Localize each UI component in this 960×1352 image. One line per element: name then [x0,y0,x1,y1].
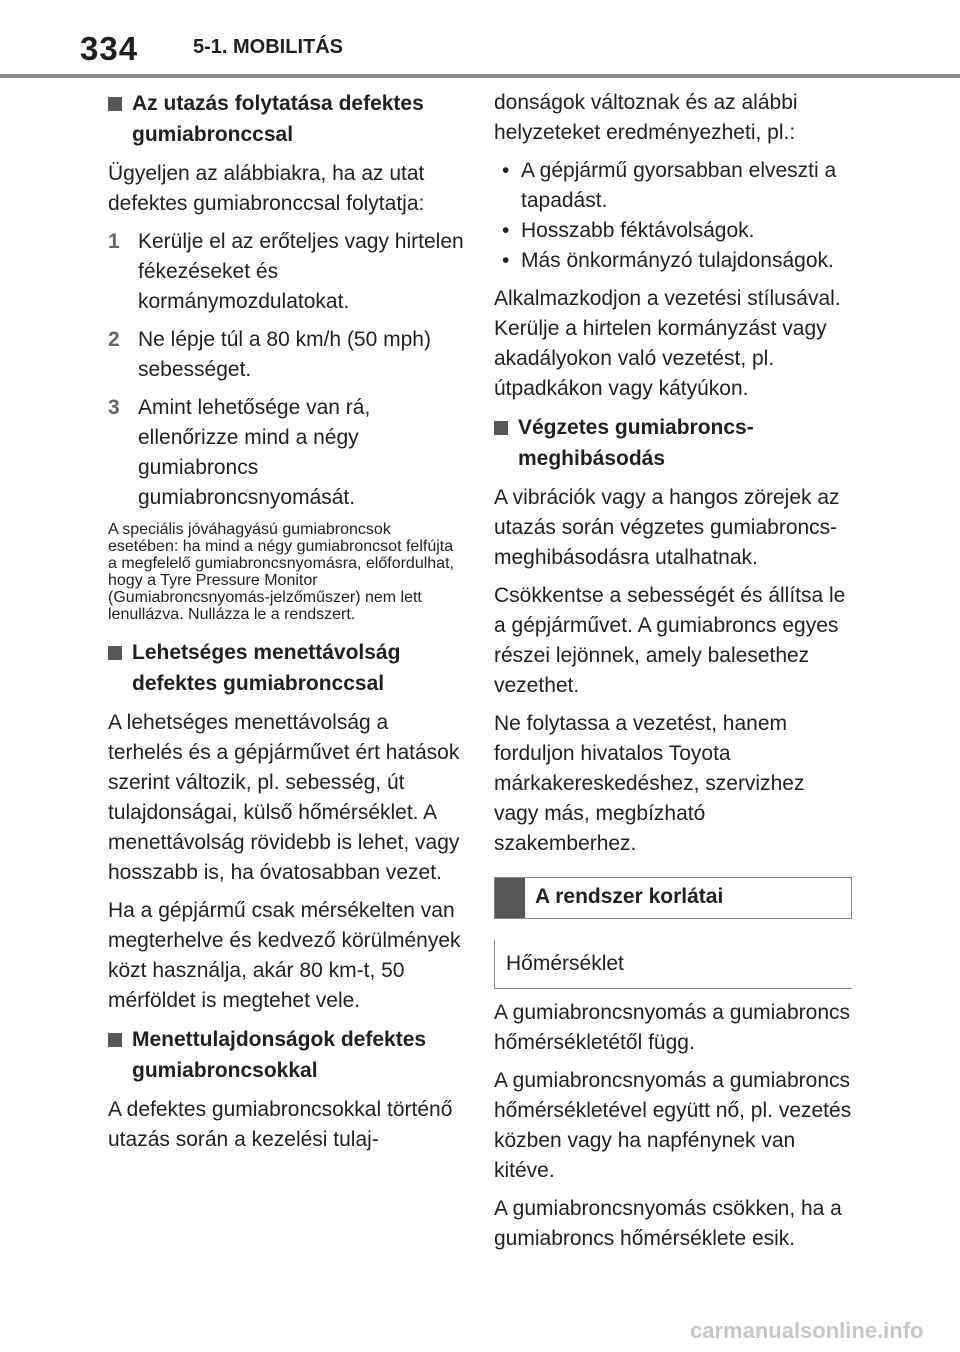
numbered-step [108,325,464,385]
paragraph: donságok változnak és az alábbi helyzeteket eredményezheti, pl.: [494,91,798,144]
system-limits-box [494,877,852,919]
bullet-dot-icon: • [502,159,510,182]
note-text: A speciális jóváhagyású gumiabroncsok esetében: ha mind a négy gumiabroncsot felfújta a megfelelő gumiabroncsnyomásra, előfordulhat, hogy a Tyre Pressure Monitor (Gumiabroncsnyomás-jelzőműszer) nem lett lenullázva. Nullázza le a rendszert. [108,521,454,623]
step-number: 1 [108,230,120,253]
paragraph: A gumiabroncsnyomás csökken, ha a gumiabroncs hőmérséklete esik. [494,1197,842,1250]
paragraph: Alkalmazkodjon a vezetési stílusával. Kerülje a hirtelen kormányzást vagy akadályokon való vezetést, pl. útpadkákon vagy kátyúkon. [494,287,841,400]
page-header [0,0,960,80]
paragraph: Ne folytassa a vezetést, hanem forduljon hivatalos Toyota márkakereskedéshez, szervizhez vagy más, megbízható szakemberhez. [494,712,805,855]
square-bullet-icon [108,1033,122,1047]
paragraph: A defektes gumiabroncsokkal történő utazás során a kezelési tulaj- [108,1098,453,1151]
heading-fatal-failure: Végzetes gumiabroncs-meghibásodás [494,412,852,474]
step-number: 2 [108,328,120,351]
box-accent-bar [495,878,525,918]
paragraph: A gumiabroncsnyomás a gumiabroncs hőmérsékletével együtt nő, pl. vezetés közben vagy ha napfénynek van kitéve. [494,1069,852,1182]
square-bullet-icon [108,97,122,111]
square-bullet-icon [494,421,508,435]
subheading-temperature: Hőmérséklet [506,952,624,975]
paragraph: Ügyeljen az alábbiakra, ha az utat defektes gumiabronccsal folytatja: [108,162,425,215]
step-text: Ne lépje túl a 80 km/h (50 mph) sebességet. [138,328,431,381]
list-item: • Hosszabb féktávolságok. [494,216,852,246]
bullet-dot-icon: • [502,219,510,242]
box-title: A rendszer korlátai [535,885,724,908]
step-text: Kerülje el az erőteljes vagy hirtelen fékezéseket és kormánymozdulatokat. [138,230,464,313]
paragraph: A lehetséges menettávolság a terhelés és a gépjárművet ért hatások szerint változik, pl. sebesség, út tulajdonságai, külső hőmérséklet. A menettávolság rövidebb is lehet, vagy hosszabb is, ha óvatosabban vezet. [108,711,460,884]
right-column [494,88,852,867]
list-item: • A gépjármű gyorsabban elveszti a tapadást. [494,156,852,216]
left-column [108,88,464,1163]
paragraph: Csökkentse a sebességét és állítsa le a gépjárművet. A gumiabroncs egyes részei lejönnek, amely balesethez vezethet. [494,584,846,697]
page-number: 334 [80,30,139,67]
paragraph: Ha a gépjármű csak mérsékelten van megterhelve és kedvező körülmények közt használja, akár 80 km-t, 50 mérföldet is megtehet vele. [108,899,461,1012]
heading-possible-range: Lehetséges menettávolság defektes gumiabronccsal [108,637,464,699]
subheading-rule-horizontal [494,988,852,989]
step-number: 3 [108,396,120,419]
bullet-dot-icon: • [502,249,510,272]
square-bullet-icon [108,646,122,660]
step-text: Amint lehetősége van rá, ellenőrizze mind a négy gumiabroncs gumiabroncsnyomását. [138,396,371,509]
subheading-rule-vertical [494,940,495,988]
paragraph: A vibrációk vagy a hangos zörejek az utazás során végzetes gumiabroncs-meghibásodásra utalhatnak. [494,486,840,569]
heading-driving-characteristics: Menettulajdonságok defektes gumiabroncsokkal [108,1024,464,1086]
numbered-step [108,393,464,513]
watermark: carmanualsonline.info [690,1318,924,1343]
list-item: • Más önkormányzó tulajdonságok. [494,246,852,276]
numbered-step [108,227,464,317]
paragraph: A gumiabroncsnyomás a gumiabroncs hőmérsékletétől függ. [494,1001,851,1054]
temperature-section [494,998,852,1262]
heading-continue-driving: Az utazás folytatása defektes gumiabronccsal [108,88,464,150]
header-rule [0,74,960,78]
section-title: 5-1. MOBILITÁS [193,36,344,58]
